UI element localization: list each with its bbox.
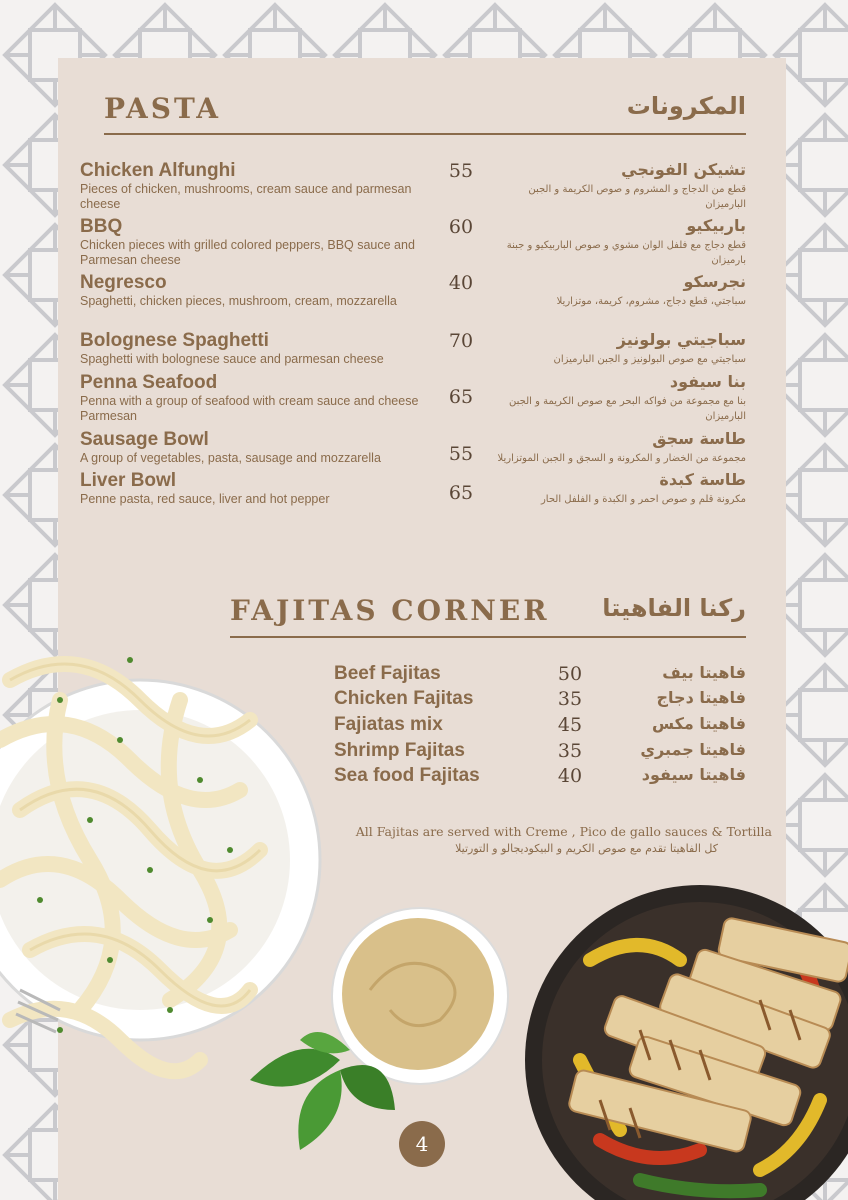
item-price: 50: [557, 663, 583, 685]
page-number-badge: 4: [399, 1121, 445, 1167]
item-description: Pieces of chicken, mushrooms, cream sauce and parmesan cheese: [80, 182, 412, 211]
item-price: 65: [448, 482, 474, 504]
item-name: Penna Seafood: [80, 372, 218, 393]
item-price: 35: [557, 688, 583, 710]
item-price: 40: [557, 765, 583, 787]
item-description: Penne pasta, red sauce, liver and hot pepper: [80, 492, 330, 506]
pasta-title: PASTA: [104, 92, 221, 125]
item-price: 55: [448, 160, 474, 182]
item-name-ar: باربيكيو: [686, 216, 746, 235]
item-price: 55: [448, 443, 474, 465]
item-price: 60: [448, 216, 474, 238]
item-description-ar: قطع دجاج مع فلفل الوان مشوي و صوص الباربيكيو و جبنة بارميزان: [506, 240, 746, 266]
item-name: Sausage Bowl: [80, 429, 209, 450]
menu-item: [80, 272, 746, 328]
item-description-ar: مكرونة قلم و صوص احمر و الكبدة و الفلفل الحار: [540, 494, 746, 505]
fajitas-title-ar: ركنا الفاهيتا: [602, 594, 746, 622]
item-name-ar: فاهيتا بيف: [662, 663, 746, 682]
item-description: Penna with a group of seafood with cream sauce and cheese Parmesan: [80, 394, 419, 423]
menu-item: [80, 429, 746, 471]
item-name: Shrimp Fajitas: [334, 740, 465, 761]
item-name: Beef Fajitas: [334, 663, 441, 684]
menu-item: [334, 663, 746, 687]
item-name: Negresco: [80, 272, 167, 293]
item-description-ar: مجموعة من الخضار و المكرونة و السجق و الجبن الموتزاريلا: [497, 453, 746, 464]
item-price: 45: [557, 714, 583, 736]
item-name-ar: فاهيتا دجاج: [656, 688, 746, 707]
fajitas-title: FAJITAS CORNER: [230, 594, 550, 627]
item-name: Bolognese Spaghetti: [80, 330, 269, 351]
item-name-ar: بنا سيفود: [669, 372, 746, 391]
item-name-ar: تشيكن الفونجي: [621, 160, 746, 179]
item-description: A group of vegetables, pasta, sausage and mozzarella: [80, 451, 381, 465]
menu-item: [80, 216, 746, 272]
menu-item: [334, 714, 746, 738]
fajitas-divider: [230, 636, 746, 638]
menu-item: [334, 740, 746, 764]
pasta-divider: [104, 133, 746, 135]
item-name-ar: فاهيتا سيفود: [641, 765, 746, 784]
item-description-ar: بنا مع مجموعة من فواكه البحر مع صوص الكريمة و الجبن البارميزان: [509, 396, 746, 422]
item-description: Chicken pieces with grilled colored peppers, BBQ sauce and Parmesan cheese: [80, 238, 415, 267]
item-description-ar: سباجيتي مع صوص البولونيز و الجبن البارميزان: [553, 354, 746, 365]
item-price: 40: [448, 272, 474, 294]
item-price: 70: [448, 330, 474, 352]
menu-item: [80, 470, 746, 512]
item-name-ar: سباجيتي بولونيز: [616, 330, 746, 349]
menu-item: [80, 372, 746, 428]
item-name: BBQ: [80, 216, 123, 237]
item-name: Chicken Fajitas: [334, 688, 474, 709]
menu-item: [334, 688, 746, 712]
item-name-ar: نجرسكو: [683, 272, 746, 291]
item-name-ar: فاهيتا مكس: [651, 714, 746, 733]
item-price: 65: [448, 386, 474, 408]
item-description-ar: سباجتي، قطع دجاج، مشروم، كريمة، موتزاريلا: [556, 296, 746, 307]
item-description-ar: قطع من الدجاج و المشروم و صوص الكريمة و الجبن البارميزان: [528, 184, 746, 210]
pasta-title-ar: المكرونات: [626, 92, 746, 120]
item-name-ar: طاسة كبدة: [659, 470, 746, 489]
item-name-ar: فاهيتا جمبري: [640, 740, 746, 759]
item-price: 35: [557, 740, 583, 762]
fajitas-note: All Fajitas are served with Creme , Pico de gallo sauces & Tortilla: [355, 824, 772, 839]
item-name-ar: طاسة سجق: [652, 429, 746, 448]
item-name: Fajiatas mix: [334, 714, 443, 735]
item-description: Spaghetti, chicken pieces, mushroom, cream, mozzarella: [80, 294, 397, 308]
menu-item: [80, 330, 746, 374]
item-name: Sea food Fajitas: [334, 765, 480, 786]
menu-item: [80, 160, 746, 216]
menu-item: [334, 765, 746, 789]
item-name: Liver Bowl: [80, 470, 177, 491]
item-name: Chicken Alfunghi: [80, 160, 236, 181]
item-description: Spaghetti with bolognese sauce and parmesan cheese: [80, 352, 384, 366]
fajitas-note-ar: كل الفاهيتا تقدم مع صوص الكريم و البيكوديجالو و التورتيلا: [455, 842, 718, 855]
